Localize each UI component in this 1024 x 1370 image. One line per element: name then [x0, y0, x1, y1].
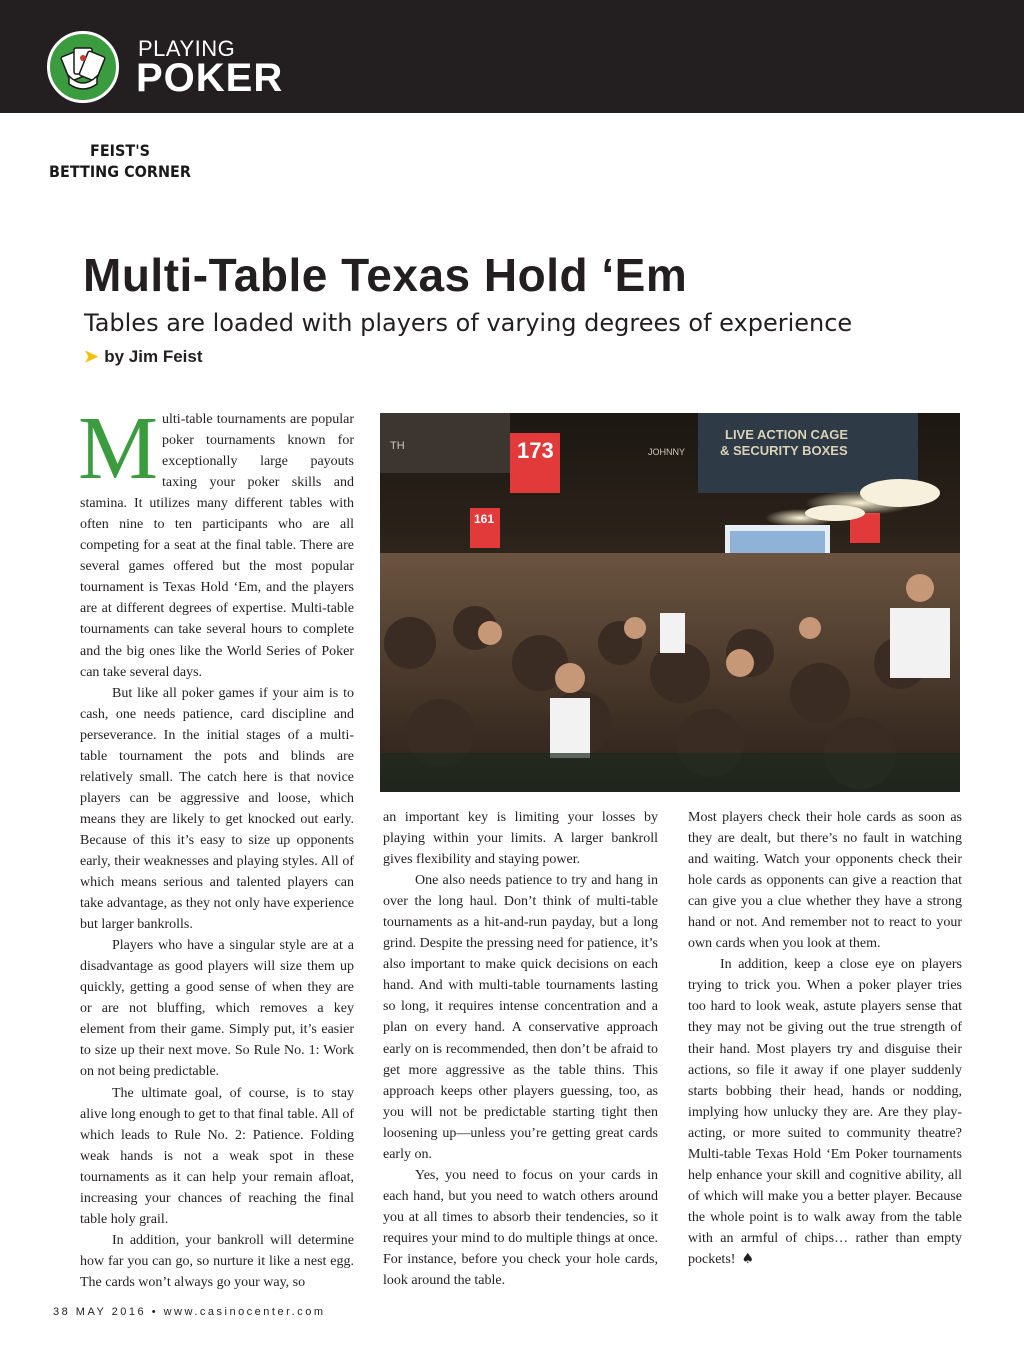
article-column-3: [688, 807, 962, 1270]
paragraph: The ultimate goal, of course, is to stay alive long enough to get to that final table. All of which leads to Rule No. 2: Patience. Folding weak hands is not a weak spot in these tournaments as it can help your remain afloat, increasing your chances of reaching the final table holy grail.: [80, 1085, 354, 1227]
arrow-icon: ➤: [84, 347, 99, 366]
table-sign-173: 173: [517, 438, 554, 463]
article-column-2: [383, 807, 658, 1291]
logo-text-small: PLAYING: [138, 36, 236, 61]
left-sign: TH: [390, 440, 405, 452]
tournament-photo: [380, 413, 960, 792]
paragraph-text: ulti-table tournaments are popular poker tournaments known for exceptionally large payouts taxing your poker skills and stamina. It utilizes many different tables with often nine to ten participants who are all competing for a seat at the final table. There are several games offered but the most popular tournament is Texas Hold ‘Em, and the players are at different degrees of expertise. Multi-table tournaments can take several hours to complete and the big ones like the World Series of Poker can take several days.: [80, 412, 354, 680]
cage-sign-line2: & SECURITY BOXES: [720, 443, 848, 458]
paragraph: Yes, you need to focus on your cards in each hand, but you need to watch others around you at all times to absorb their tendencies, so it requires your mind to do multiple things at once. For instance, before you check your hole cards, look around the table.: [383, 1167, 658, 1289]
column-tag-line1: FEIST'S: [89, 141, 150, 160]
table-sign-161: 161: [474, 512, 495, 526]
spade-icon: ♠: [741, 1250, 754, 1267]
paragraph: [78, 399, 354, 683]
article-title: Multi-Table Texas Hold ‘Em: [83, 249, 688, 301]
paragraph: an important key is limiting your losses by playing within your limits. A larger bankroll gives flexibility and staying power.: [383, 810, 658, 868]
column-tag-line2: BETTING CORNER: [49, 162, 191, 181]
paragraph: Most players check their hole cards as soon as they are dealt, but there’s no fault in watching and waiting. Watch your opponents check their hole cards as opponents can give a reaction that can give you a clue whether they have a strong hand or not. And remember not to react to your own cards when you look at them.: [688, 810, 962, 952]
logo-badge: [47, 31, 119, 103]
paragraph-text: In addition, keep a close eye on players trying to trick you. When a poker player tries too hard to look weak, astute players sense that they may not be giving out the true strength of their hand. Most players try and disguise their actions, so file it away if one player suddenly starts bobbing their head, hands or nodding, implying how unlucky they are. Are they play-acting, or more suited to community theatre? Multi-table Texas Hold ‘Em Poker tournaments help enhance your skill and cognitive ability, all of which will make you a better player. Because the whole point is to walk away from the table with an armful of chips… rather than empty pockets!: [688, 957, 962, 1267]
paragraph: But like all poker games if your aim is to cash, one needs patience, card discipline and perseverance. In the initial stages of a multi-table tournament the pots and blinds are relatively small. The catch here is that novice players can be aggressive and loose, which means they are likely to get knocked out early. Because of this it’s easy to size up opponents early, their weaknesses and playing styles. All of which means serious and talented players can take advantage, as they not only have experience but larger bankrolls.: [80, 685, 354, 933]
paragraph: Players who have a singular style are at a disadvantage as good players will size them up quickly, getting a good sense of when they are or are not bluffing, which removes a key element from their game. Simply put, it’s easier to size up their next move. So Rule No. 1: Work on not being predictable.: [80, 938, 354, 1080]
byline-text: by Jim Feist: [104, 347, 203, 366]
johnny-sign: JOHNNY: [648, 447, 686, 457]
logo-text-big: POKER: [136, 56, 284, 100]
paragraph: In addition, your bankroll will determine how far you can go, so nurture it like a nest egg. The cards won’t always go your way, so: [80, 1232, 354, 1290]
article-subtitle: Tables are loaded with players of varying degrees of experience: [84, 309, 853, 337]
drop-cap: M: [78, 399, 159, 498]
cage-sign-line1: LIVE ACTION CAGE: [725, 427, 849, 442]
paragraph: [688, 954, 962, 1270]
article-column-1: [78, 399, 354, 1293]
header-banner: [0, 0, 1024, 113]
article-byline: [84, 345, 203, 369]
page-footer: 38 MAY 2016 • www.casinocenter.com: [53, 1306, 326, 1318]
column-tag: [48, 140, 192, 182]
paragraph: One also needs patience to try and hang in over the long haul. Don’t think of multi-table tournaments as a hit-and-run payday, but a long grind. Despite the pressing need for patience, it’s also important to make quick decisions on each hand. And with multi-table tournaments lasting so long, it requires intense concentration and a plan on every hand. A conservative approach early on is recommended, then don’t be afraid to get more aggressive as the table thins. This approach keeps other players guessing, too, as you will not be predictable starting tight then loosening up—unless you’re getting great cards early on.: [383, 873, 658, 1162]
playing-cards-icon: [50, 34, 116, 100]
